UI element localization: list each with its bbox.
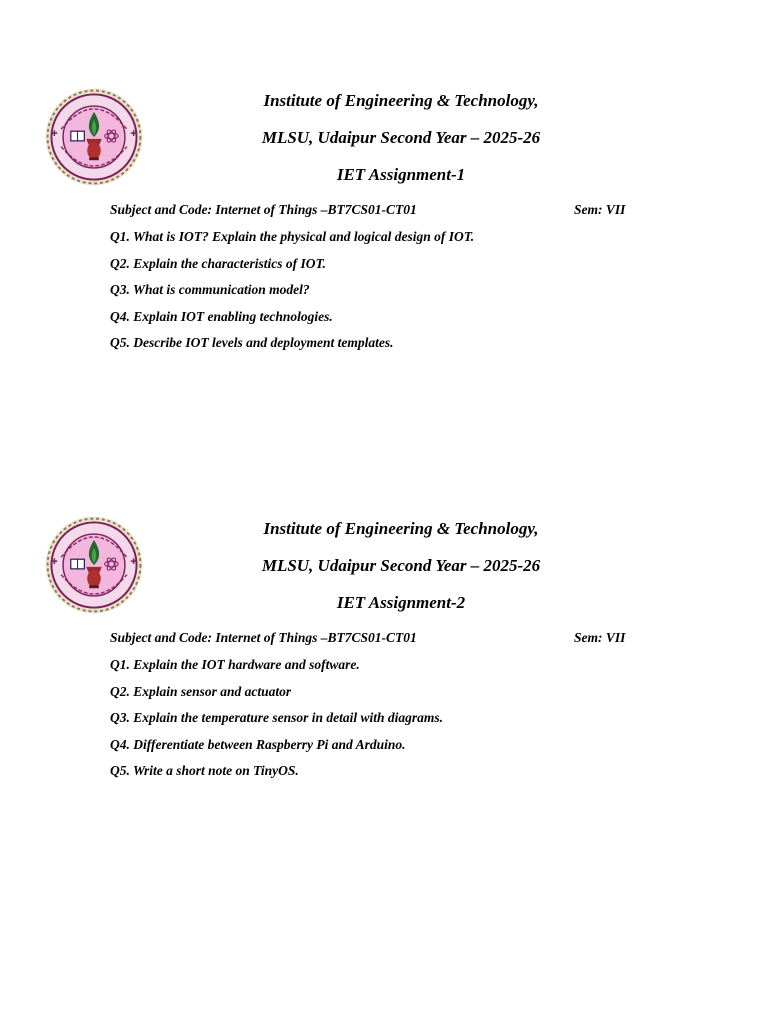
- semester-label: Sem: VII: [574, 630, 626, 645]
- institute-seal-logo: [36, 86, 152, 188]
- question-list: [110, 228, 474, 361]
- university-year: MLSU, Udaipur Second Year – 2025-26: [261, 556, 541, 575]
- subject-code: Subject and Code: Internet of Things –BT7CS01-CT01: [110, 202, 417, 217]
- question-item: Q4. Explain IOT enabling technologies.: [110, 308, 333, 324]
- assignment-title: IET Assignment-1: [336, 165, 466, 184]
- institute-seal-logo: [36, 514, 152, 616]
- question-item: Q1. Explain the IOT hardware and software.: [110, 657, 360, 672]
- subject-row: [110, 201, 670, 219]
- question-item: Q2. Explain sensor and actuator: [110, 683, 292, 699]
- university-year: MLSU, Udaipur Second Year – 2025-26: [261, 128, 541, 147]
- institute-name: Institute of Engineering & Technology,: [263, 519, 539, 538]
- question-item: Q5. Write a short note on TinyOS.: [110, 763, 299, 778]
- assignment-sheet-2: [0, 508, 768, 828]
- subject-code: Subject and Code: Internet of Things –BT7CS01-CT01: [110, 630, 417, 645]
- question-item: Q4. Differentiate between Raspberry Pi and Arduino.: [110, 736, 406, 752]
- question-item: Q2. Explain the characteristics of IOT.: [110, 255, 326, 271]
- assignment-sheet-1: [0, 80, 768, 400]
- institute-name: Institute of Engineering & Technology,: [263, 91, 539, 110]
- question-item: Q3. Explain the temperature sensor in detail with diagrams.: [110, 710, 444, 725]
- question-item: Q1. What is IOT? Explain the physical and logical design of IOT.: [110, 229, 475, 244]
- subject-row: [110, 629, 670, 647]
- question-item: Q5. Describe IOT levels and deployment templates.: [110, 335, 394, 350]
- semester-label: Sem: VII: [574, 202, 626, 217]
- question-list: [110, 656, 443, 789]
- question-item: Q3. What is communication model?: [110, 282, 310, 297]
- assignment-title: IET Assignment-2: [336, 593, 466, 612]
